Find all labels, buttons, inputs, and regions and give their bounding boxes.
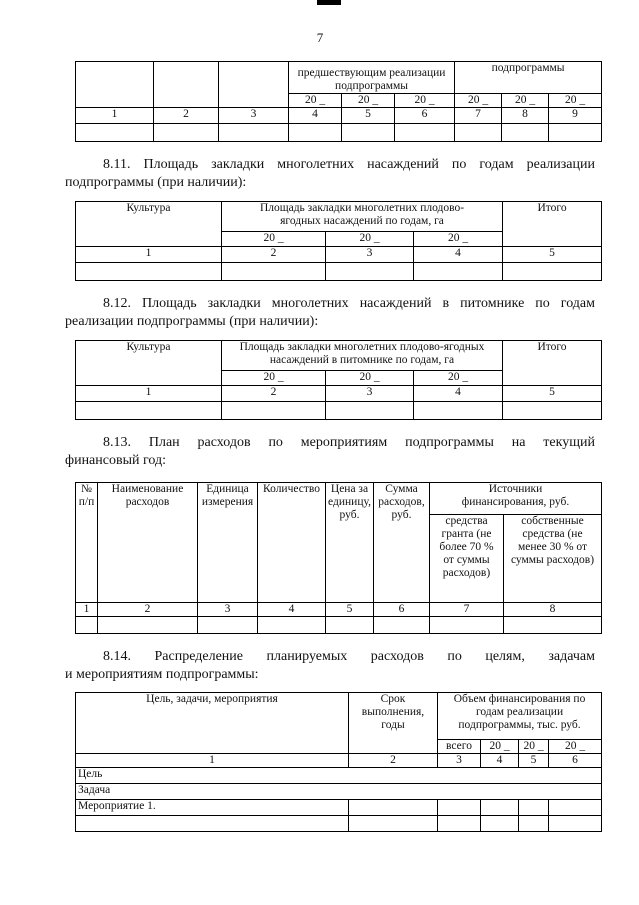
row-task: Задача [76,784,602,800]
column-header-quantity: Количество [258,483,326,603]
table-8-13 [75,482,602,634]
column-number: 8 [502,108,549,124]
column-number: 2 [98,603,198,617]
table-8-14 [75,692,602,832]
table-cell [76,62,154,108]
column-number: 3 [326,386,414,402]
column-header-number: № п/п [76,483,98,603]
column-header-prior: предшествующим реализации подпрограммы [289,62,455,94]
table-cell [219,62,289,108]
column-number: 2 [349,754,438,768]
column-number: 1 [76,386,222,402]
column-header-area: Площадь закладки многолетних плодово-ягодных насаждений по годам, га [222,202,503,232]
column-number: 2 [154,108,219,124]
column-number: 7 [455,108,502,124]
year-header: 20 _ [342,94,395,108]
column-number: 8 [504,603,602,617]
page-number: 7 [316,30,324,45]
column-number: 1 [76,247,222,263]
column-header-total: Итого [503,202,602,247]
column-number: 1 [76,603,98,617]
year-header: 20 _ [289,94,342,108]
row-goal: Цель [76,768,602,784]
year-header: 20 _ [222,371,326,386]
table-cell [154,62,219,108]
column-number: 6 [395,108,455,124]
column-number: 5 [326,603,374,617]
column-number: 4 [414,386,503,402]
column-header-area: Площадь закладки многолетних плодово-ягодных насаждений в питомнике по годам, га [222,341,503,371]
column-number: 1 [76,754,349,768]
column-number: 3 [326,247,414,263]
column-header-funding-sources: Источники финансирования, руб. [430,483,602,515]
column-number: 2 [222,386,326,402]
column-number: 7 [430,603,504,617]
column-header-total: всего [438,740,481,754]
column-number: 5 [503,247,602,263]
column-number: 4 [414,247,503,263]
column-header-expense-name: Наименование расходов [98,483,198,603]
column-header-unit: Единица измерения [198,483,258,603]
column-header-culture: Культура [76,202,222,247]
column-header-funding-volume: Объем финансирования по годам реализации подпрограммы, тыс. руб. [438,693,602,740]
year-header: 20 _ [414,371,503,386]
year-header: 20 _ [549,94,602,108]
continuation-table [75,61,602,142]
year-header: 20 _ [326,371,414,386]
column-number: 5 [503,386,602,402]
column-number: 4 [481,754,519,768]
year-header: 20 _ [414,232,503,247]
table-8-12 [75,340,602,420]
column-number: 9 [549,108,602,124]
year-header: 20 _ [326,232,414,247]
column-header-unit-price: Цена за единицу, руб. [326,483,374,603]
year-header: 20 _ [519,740,549,754]
column-number: 4 [289,108,342,124]
year-header: 20 _ [395,94,455,108]
column-number: 5 [519,754,549,768]
column-header-term: Срок выполнения, годы [349,693,438,754]
table-8-11 [75,201,602,281]
year-header: 20 _ [481,740,519,754]
column-header-culture: Культура [76,341,222,386]
section-8-13-heading: 8.13. План расходов по мероприятиям подпрограммы на текущий финансовый год: [65,435,595,468]
section-8-14-heading: 8.14. Распределение планируемых расходов по целям, задачам и мероприятиям подпрограммы: [65,649,595,682]
column-number: 6 [374,603,430,617]
column-number: 1 [76,108,154,124]
year-header: 20 _ [502,94,549,108]
column-number: 6 [549,754,602,768]
column-number: 2 [222,247,326,263]
column-header-own-funds: собственные средства (не менее 30 % от суммы расходов) [504,515,602,603]
column-number: 5 [342,108,395,124]
section-8-11-heading: 8.11. Площадь закладки многолетних насаждений по годам реализации подпрограммы (при наличии): [65,157,595,190]
row-event: Мероприятие 1. [76,800,349,816]
column-header-expense-sum: Сумма расходов, руб. [374,483,430,603]
column-header-goals-tasks: Цель, задачи, мероприятия [76,693,349,754]
column-header-subprogram: подпрограммы [455,62,602,94]
column-number: 3 [219,108,289,124]
column-header-grant-funds: средства гранта (не более 70 % от суммы расходов) [430,515,504,603]
column-number: 3 [438,754,481,768]
year-header: 20 _ [455,94,502,108]
column-header-total: Итого [503,341,602,386]
year-header: 20 _ [549,740,602,754]
section-8-12-heading: 8.12. Площадь закладки многолетних насаждений в питомнике по годам реализации подпрограммы (при наличии): [65,296,595,329]
page-top-mark [317,0,341,5]
column-number: 4 [258,603,326,617]
year-header: 20 _ [222,232,326,247]
column-number: 3 [198,603,258,617]
